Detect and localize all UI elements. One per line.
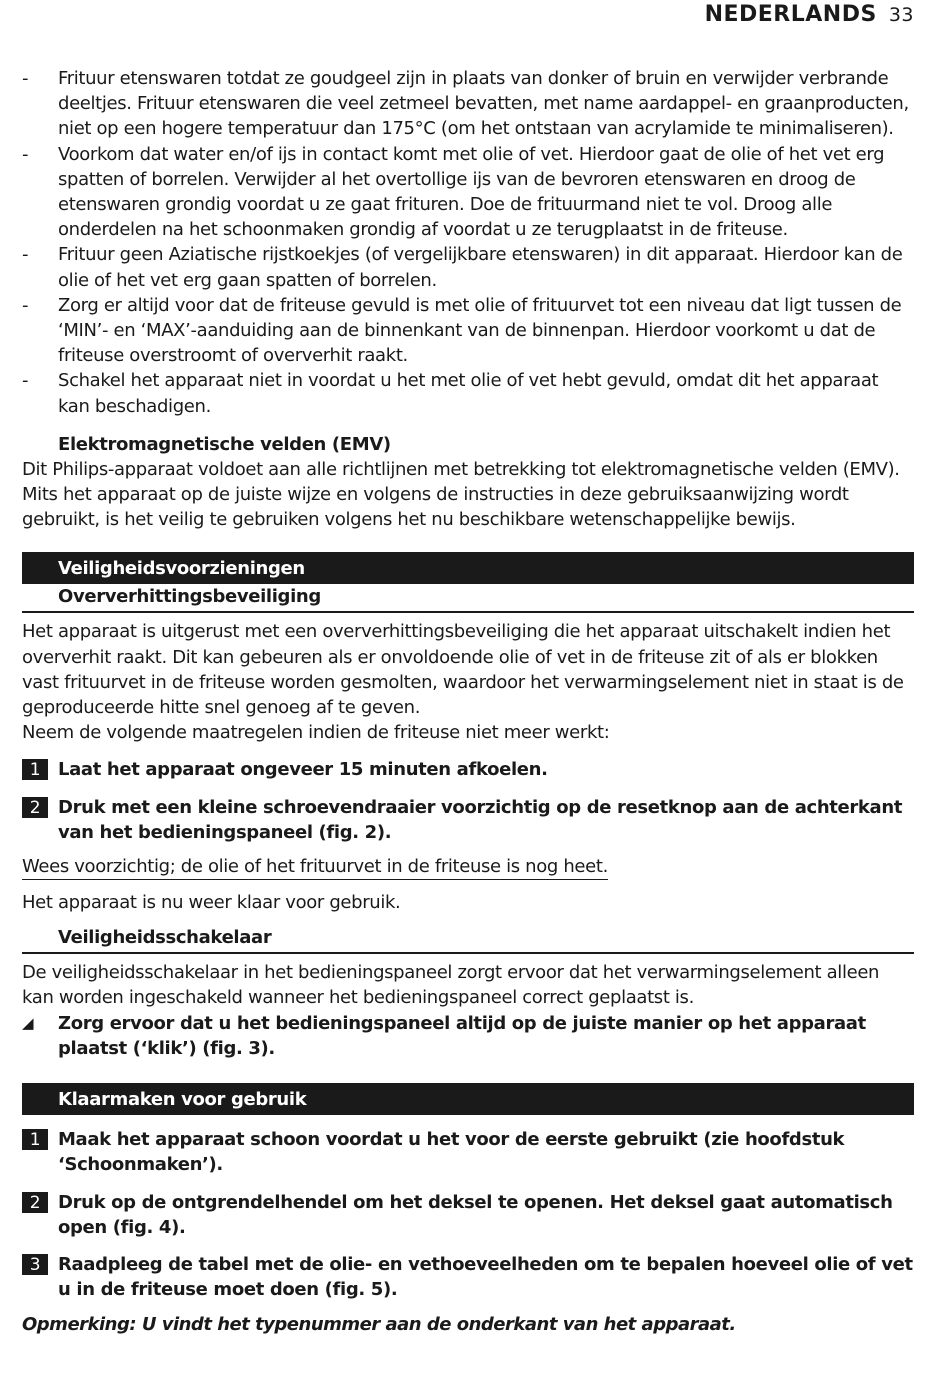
step-item: 1 Laat het apparaat ongeveer 15 minuten afkoelen. bbox=[22, 757, 914, 782]
section-heading-safety-features: Veiligheidsvoorzieningen bbox=[22, 552, 914, 584]
step-item: 3 Raadpleeg de tabel met de olie- en vethoeveelheden om te bepalen hoeveel olie of vet u in de friteuse moet doen (fig. 5). bbox=[22, 1252, 914, 1302]
emv-heading: Elektromagnetische velden (EMV) bbox=[58, 433, 391, 455]
list-item: - Voorkom dat water en/of ijs in contact komt met olie of vet. Hierdoor gaat de olie of het vet erg spatten of borrelen. Verwijder al het overtollige ijs van de bevroren etenswaren en droog de etenswaren grondig voordat u ze gaat frituren. Doe de frituurmand niet te vol. Droog alle onderdelen na het schoonmaken grondig af voordat u ze terugplaatst in de friteuse. bbox=[22, 143, 885, 241]
step-item: 2 Druk met een kleine schroevendraaier voorzichtig op de resetknop aan de achterkant van het bedieningspaneel (fig. 2). bbox=[22, 795, 914, 845]
safety-switch-bullet: ◢ Zorg ervoor dat u het bedieningspaneel altijd op de juiste manier op het apparaat plaatst (‘klik’) (fig. 3). bbox=[22, 1012, 866, 1059]
type-number-note: Opmerking: U vindt het typenummer aan de onderkant van het apparaat. bbox=[22, 1314, 736, 1336]
step-number: 1 bbox=[22, 759, 48, 780]
triangle-bullet-icon: ◢ bbox=[22, 1013, 34, 1032]
page-header bbox=[705, 2, 914, 27]
overheat-instruction: Neem de volgende maatregelen indien de friteuse niet meer werkt: bbox=[22, 722, 610, 744]
preparation-steps bbox=[22, 1127, 914, 1302]
hot-oil-warning: Wees voorzichtig; de olie of het frituurvet in de friteuse is nog heet. bbox=[22, 855, 608, 880]
list-item: - Schakel het apparaat niet in voordat u het met olie of vet hebt gevuld, omdat dit het apparaat kan beschadigen. bbox=[22, 370, 879, 417]
dash-bullet-icon: - bbox=[22, 143, 29, 165]
overheat-paragraph: Het apparaat is uitgerust met een oververhittingsbeveiliging die het apparaat uitschakelt indien het oververhit raakt. Dit kan gebeuren als er onvoldoende olie of vet in de friteuse zit of als er blokken vast frituurvet in de friteuse worden gesmolten, waardoor het verwarmingselement niet in staat is de geproduceerde hitte snel genoeg af te geven. bbox=[22, 621, 904, 719]
step-item: 1 Maak het apparaat schoon voordat u het voor de eerste gebruikt (zie hoofdstuk ‘Schoonmaken’). bbox=[22, 1127, 914, 1177]
step-number: 3 bbox=[22, 1254, 48, 1275]
emv-paragraph: Dit Philips-apparaat voldoet aan alle richtlijnen met betrekking tot elektromagnetische velden (EMV). Mits het apparaat op de juiste wijze en volgens de instructies in deze gebruiksaanwijzing wordt gebruikt, is het veilig te gebruiken volgens het nu beschikbare wetenschappelijke bewijs. bbox=[22, 458, 900, 531]
step-item: 2 Druk op de ontgrendelhendel om het deksel te openen. Het deksel gaat automatisch open (fig. 4). bbox=[22, 1190, 914, 1240]
dash-bullet-icon: - bbox=[22, 68, 29, 89]
dash-bullet-icon: - bbox=[22, 370, 29, 392]
list-item: - Frituur etenswaren totdat ze goudgeel zijn in plaats van donker of bruin en verwijder verbrande deeltjes. Frituur etenswaren die veel zetmeel bevatten, met name aardappel- en graanproducten, niet op een hogere temperatuur dan 175°C (om het ontstaan van acrylamide te minimaliseren). bbox=[22, 68, 909, 140]
overheat-steps bbox=[22, 757, 914, 845]
safety-switch-heading: Veiligheidsschakelaar bbox=[22, 925, 914, 954]
step-number: 2 bbox=[22, 1192, 48, 1213]
overheat-heading: Oververhittingsbeveiliging bbox=[22, 584, 914, 613]
step-number: 1 bbox=[22, 1129, 48, 1150]
list-item: - Frituur geen Aziatische rijstkoekjes (of vergelijkbare etenswaren) in dit apparaat. Hierdoor kan de olie of het vet erg gaan spatten of borrelen. bbox=[22, 244, 903, 291]
list-item: - Zorg er altijd voor dat de friteuse gevuld is met olie of frituurvet tot een niveau dat ligt tussen de ‘MIN’- en ‘MAX’-aanduiding aan de binnenkant van de binnenpan. Hierdoor voorkomt u dat de friteuse overstroomt of oververhit raakt. bbox=[22, 294, 902, 367]
dash-bullet-icon: - bbox=[22, 294, 29, 316]
section-heading-preparation: Klaarmaken voor gebruik bbox=[22, 1083, 914, 1115]
safety-bullet-list bbox=[22, 66, 914, 419]
safety-switch-paragraph: De veiligheidsschakelaar in het bedieningspaneel zorgt ervoor dat het verwarmingselement alleen kan worden ingeschakeld wanneer het bedieningspaneel correct geplaatst is. bbox=[22, 962, 880, 1009]
dash-bullet-icon: - bbox=[22, 244, 29, 266]
step-number: 2 bbox=[22, 797, 48, 818]
page-number: 33 bbox=[888, 4, 914, 26]
ready-again-text: Het apparaat is nu weer klaar voor gebruik. bbox=[22, 892, 401, 914]
page-content bbox=[22, 66, 914, 1338]
language-title: NEDERLANDS bbox=[704, 2, 877, 27]
